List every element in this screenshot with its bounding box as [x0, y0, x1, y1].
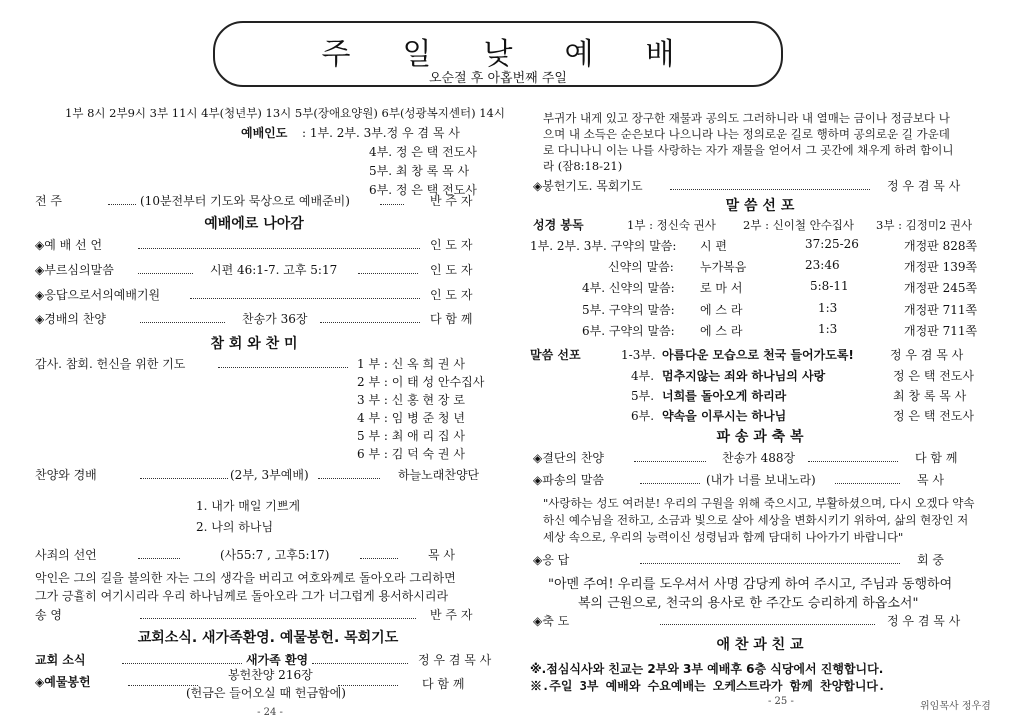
sermon-preacher: 정 은 택 전도사 — [893, 369, 974, 383]
dotted-leader — [670, 189, 870, 190]
creed-text-line: 그가 긍휼히 여기시리라 우리 하나님께로 돌아오라 그가 너그럽게 용서하시리라 — [35, 589, 449, 603]
scripture-part: 6부. 구약의 말씀: — [582, 324, 675, 338]
scripture-page: 개정판 139쪽 — [904, 260, 978, 274]
worship-guide-line: 6부. 정 은 택 전도사 — [369, 183, 477, 197]
prayer-leader: 1 부 : 신 옥 희 권 사 — [357, 357, 465, 371]
worship-guide-line: : 1부. 2부. 3부.정 우 겸 목 사 — [302, 126, 460, 140]
sermon-preacher: 정 은 택 전도사 — [893, 409, 974, 423]
scripture-page: 개정판 245쪽 — [904, 281, 978, 295]
praise-song: 2. 나의 하나님 — [196, 520, 274, 534]
title-box — [213, 21, 783, 87]
order-item-desc: 봉헌찬양 216장 — [228, 668, 313, 682]
order-item-desc: (사55:7 , 고후5:17) — [220, 548, 330, 562]
dotted-leader — [835, 483, 900, 484]
footer-pastor: 위임목사 정우겸 — [920, 701, 991, 712]
order-item-who: 목 사 — [428, 548, 455, 562]
scripture-page: 개정판 711쪽 — [904, 324, 978, 338]
section-heading: 교회소식. 새가족환영. 예물봉헌. 목회기도 — [137, 630, 399, 646]
dotted-leader — [140, 618, 416, 619]
section-heading: 참 회 와 찬 미 — [210, 336, 298, 352]
order-item-who: 인 도 자 — [430, 288, 473, 302]
dotted-leader — [122, 663, 242, 664]
dotted-leader — [380, 204, 404, 205]
scripture-book: 시 편 — [700, 239, 727, 253]
dotted-leader — [660, 624, 875, 625]
section-heading: 애 찬 과 친 교 — [716, 637, 804, 653]
dotted-leader — [138, 558, 180, 559]
prelude-desc: (10분전부터 기도와 묵상으로 예배준비) — [140, 194, 350, 208]
dotted-leader — [312, 663, 408, 664]
order-item-name: ◈응 답 — [533, 553, 570, 567]
scripture-book: 에 스 라 — [700, 303, 743, 317]
response-text-line: "아멘 주여! 우리를 도우셔서 사명 감당케 하여 주시고, 주님과 동행하여 — [548, 577, 953, 592]
title-char: 예 — [564, 37, 594, 72]
order-item-name: ◈파송의 말씀 — [533, 473, 605, 487]
dotted-leader — [140, 478, 228, 479]
reader: 3부 : 김정미2 권사 — [876, 218, 973, 232]
title-char: 일 — [402, 37, 432, 72]
section-heading: 파 송 과 축 복 — [716, 429, 804, 445]
scripture-ref: 1:3 — [818, 322, 838, 336]
scripture-part: 신약의 말씀: — [608, 260, 674, 274]
order-item-name: 교회 소식 — [35, 653, 86, 667]
order-item-name: 찬양와 경배 — [35, 468, 97, 482]
scripture-part: 5부. 구약의 말씀: — [582, 303, 675, 317]
prelude-who: 반 주 자 — [430, 194, 473, 208]
sermon-title: 아름다운 모습으로 천국 들어가도록! — [662, 348, 854, 362]
order-item-who: 다 함 께 — [430, 312, 473, 326]
section-heading: 예배에로 나아감 — [204, 216, 304, 232]
order-item-who: 인 도 자 — [430, 238, 473, 252]
intro-text-line: 라 (잠8:18-21) — [543, 159, 623, 173]
order-item-desc: (헌금은 들어오실 때 헌금함에) — [186, 686, 346, 700]
scripture-part: 1부. 2부. 3부. 구약의 말씀: — [530, 239, 677, 253]
order-item-desc: 새가족 환영 — [246, 653, 309, 667]
worship-guide-line: 4부. 정 은 택 전도사 — [369, 145, 477, 159]
scripture-part: 4부. 신약의 말씀: — [582, 281, 675, 295]
order-item-name: ◈응답으로서의예배기원 — [35, 288, 161, 302]
prayer-leader: 5 부 : 최 애 리 집 사 — [357, 429, 465, 443]
sermon-title: 멈추지않는 죄와 하나님의 사랑 — [662, 369, 826, 383]
order-item-name: 송 영 — [35, 608, 62, 622]
intro-text-line: 로 다니나니 이는 나를 사랑하는 자가 재물을 얻어서 그 곳간에 채우게 하려 함이니 — [543, 143, 954, 157]
scripture-ref: 5:8-11 — [810, 279, 849, 293]
order-item-who: 회 중 — [917, 553, 944, 567]
page-number: - 25 - — [768, 696, 794, 707]
prelude-name: 전 주 — [35, 194, 62, 208]
worship-guide-line: 5부. 최 창 록 목 사 — [369, 164, 470, 178]
sermon-title: 너희를 돌아오게 하리라 — [662, 389, 787, 403]
praise-song: 1. 내가 매일 기쁘게 — [196, 499, 301, 513]
dotted-leader — [358, 273, 418, 274]
dotted-leader — [808, 461, 898, 462]
order-item-name: ◈축 도 — [533, 614, 570, 628]
title-char: 낮 — [483, 37, 513, 72]
order-item-who: 인 도 자 — [430, 263, 473, 277]
intro-text-line: 부귀가 내게 있고 장구한 재물과 공의도 그러하니라 내 열매는 금이나 정금보다 나 — [543, 111, 950, 125]
dotted-leader — [140, 322, 225, 323]
sermon-preacher: 최 창 록 목 사 — [893, 389, 967, 403]
order-item-name: ◈예 배 선 언 — [35, 238, 103, 252]
order-item-name: ◈결단의 찬양 — [533, 451, 605, 465]
order-item-desc: (내가 너를 보내노라) — [706, 473, 816, 487]
order-item-who: 정 우 겸 목 사 — [418, 653, 492, 667]
prayer-leader: 6 부 : 김 덕 숙 권 사 — [357, 447, 465, 461]
sermon-part: 6부. — [631, 409, 655, 423]
order-item-desc: 찬송가 36장 — [242, 312, 308, 326]
scripture-page: 개정판 711쪽 — [904, 303, 978, 317]
scripture-ref: 1:3 — [818, 301, 838, 315]
dotted-leader — [640, 483, 700, 484]
order-item-who: 정 우 겸 목 사 — [887, 179, 961, 193]
order-item-name: ◈봉헌기도. 목회기도 — [533, 179, 643, 193]
dotted-leader — [320, 322, 420, 323]
dotted-leader — [138, 248, 420, 249]
order-item-name: 사죄의 선언 — [35, 548, 97, 562]
sending-text-line: 하신 예수님을 전하고, 소금과 빛으로 살아 세상을 변화시키기 위하여, 삶의 현장인 저 — [543, 513, 969, 527]
order-item-name: ◈경배의 찬양 — [35, 312, 107, 326]
response-text-line: 복의 근원으로, 천국의 용사로 한 주간도 승리하게 하옵소서" — [578, 596, 919, 611]
sending-text-line: 세상 속으로, 우리의 능력이신 성령님과 함께 담대히 나아가기 바랍니다" — [543, 530, 904, 544]
sermon-preacher: 정 우 겸 목 사 — [890, 348, 964, 362]
section-heading: 말 씀 선 포 — [725, 198, 795, 214]
dotted-leader — [138, 273, 193, 274]
dotted-leader — [634, 461, 706, 462]
service-times: 1부 8시 2부9시 3부 11시 4부(청년부) 13시 5부(장애요양원) 6부(성광복지센터) 14시 — [65, 106, 505, 120]
dotted-leader — [338, 685, 398, 686]
dotted-leader — [318, 478, 380, 479]
page-subtitle: 오순절 후 아홉번째 주일 — [429, 71, 567, 86]
worship-guide-label: 예배인도 — [241, 126, 288, 140]
sermon-title: 약속을 이루시는 하나님 — [662, 409, 787, 423]
order-item-who: 목 사 — [917, 473, 944, 487]
notice-line: ※.점심식사와 친교는 2부와 3부 예배후 6층 식당에서 진행합니다. — [530, 662, 884, 676]
order-item-who: 반 주 자 — [430, 608, 473, 622]
scripture-ref: 23:46 — [805, 258, 840, 272]
order-item-name: ◈부르심의말씀 — [35, 263, 114, 277]
dotted-leader — [190, 298, 420, 299]
order-item-who: 하늘노래찬양단 — [398, 468, 480, 482]
sermon-part: 5부. — [631, 389, 655, 403]
prayer-leader: 4 부 : 임 병 준 청 년 — [357, 411, 465, 425]
title-char: 주 — [321, 37, 351, 72]
scripture-ref: 37:25-26 — [805, 237, 859, 251]
scripture-book: 누가복음 — [700, 260, 747, 274]
dotted-leader — [218, 367, 348, 368]
notice-line: ※.주일 3부 예배와 수요예배는 오케스트라가 함께 찬양합니다. — [530, 679, 886, 693]
prayer-leader: 2 부 : 이 태 성 안수집사 — [357, 375, 485, 389]
dotted-leader — [640, 563, 900, 564]
sermon-label: 말씀 선포 — [530, 348, 581, 362]
order-item-name: ◈예물봉헌 — [35, 675, 91, 689]
order-item-desc: 찬송가 488장 — [722, 451, 796, 465]
title-char: 배 — [645, 37, 675, 72]
page-number: - 24 - — [257, 707, 283, 718]
dotted-leader — [360, 558, 398, 559]
reading-label: 성경 봉독 — [533, 218, 584, 232]
order-item-who: 다 함 께 — [915, 451, 958, 465]
reader: 2부 : 신이철 안수집사 — [743, 218, 855, 232]
order-item-who: 다 함 께 — [422, 677, 465, 691]
sending-text-line: "사랑하는 성도 여러분! 우리의 구원을 위해 죽으시고, 부활하셨으며, 다시 오겠다 약속 — [543, 496, 975, 510]
scripture-book: 에 스 라 — [700, 324, 743, 338]
order-item-desc: 시편 46:1-7. 고후 5:17 — [210, 263, 338, 277]
reader: 1부 : 정신숙 권사 — [627, 218, 716, 232]
order-item-who: 정 우 겸 목 사 — [887, 614, 961, 628]
creed-text-line: 악인은 그의 길을 불의한 자는 그의 생각을 버리고 여호와께로 돌아오라 그리하면 — [35, 571, 456, 585]
intro-text-line: 으며 내 소득은 순은보다 나으니라 나는 정의로운 길로 행하며 공의로운 길 가운데 — [543, 127, 950, 141]
order-item-desc: (2부, 3부예배) — [230, 468, 309, 482]
prayer-leader: 3 부 : 신 홍 현 장 로 — [357, 393, 465, 407]
sermon-part: 1-3부. — [621, 348, 656, 362]
scripture-page: 개정판 828쪽 — [904, 239, 978, 253]
sermon-part: 4부. — [631, 369, 655, 383]
scripture-book: 로 마 서 — [700, 281, 743, 295]
order-item-name: 감사. 참회. 헌신을 위한 기도 — [35, 357, 186, 371]
dotted-leader — [108, 204, 136, 205]
